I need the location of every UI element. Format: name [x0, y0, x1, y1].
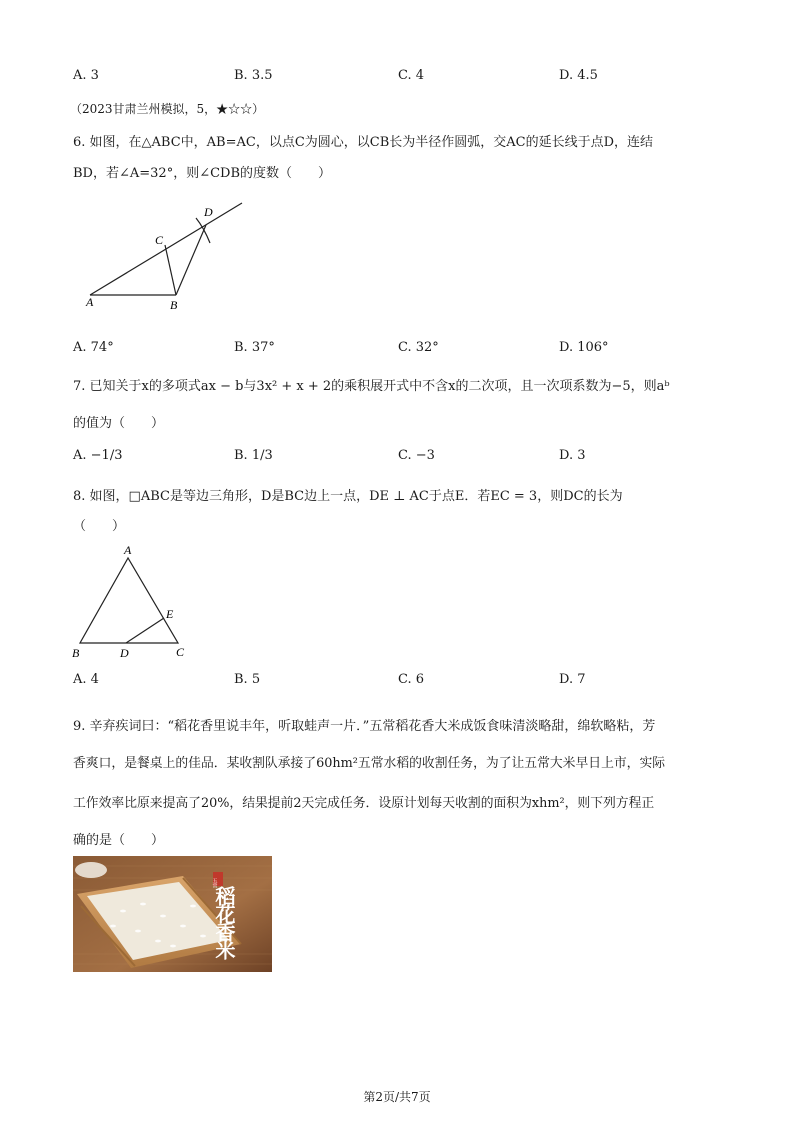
- q7-option-a: A. −1/3: [73, 448, 123, 463]
- q8-option-d: D. 7: [559, 672, 586, 687]
- q9-text-line1: 9. 辛弃疾词曰：“稻花香里说丰年，听取蛙声一片．”五常稻花香大米成饭食味清淡略甜，绵软略粘，芳: [73, 719, 656, 734]
- q6-line-bd: [176, 225, 206, 295]
- q7-text-line2: 的值为（ ）: [73, 416, 165, 431]
- q6-option-d: D. 106°: [559, 340, 609, 355]
- q7-option-b: B. 1/3: [234, 448, 273, 463]
- q8-label-c: C: [176, 645, 185, 659]
- q6-option-c: C. 32°: [398, 340, 439, 355]
- q8-figure: [70, 540, 200, 665]
- q6-label-b: B: [170, 298, 178, 312]
- q6-text-line2: BD，若∠A=32°，则∠CDB的度数（ ）: [73, 166, 332, 181]
- q5-option-a: A. 3: [73, 68, 99, 83]
- q6-label-a: A: [86, 295, 94, 309]
- q9-text-line2: 香爽口，是餐桌上的佳品．某收割队承接了60hm²五常水稻的收割任务，为了让五常大米早日上市，实际: [73, 756, 666, 771]
- q5-source: （2023甘肃兰州模拟，5，★☆☆）: [70, 102, 265, 116]
- q5-option-b: B. 3.5: [234, 68, 273, 83]
- q5-option-c: C. 4: [398, 68, 425, 83]
- q8-triangle-abc: [80, 558, 178, 643]
- page-number: 第2页/共7页: [363, 1090, 431, 1104]
- q8-label-e: E: [166, 607, 174, 621]
- q8-option-c: C. 6: [398, 672, 425, 687]
- q8-label-b: B: [72, 646, 80, 660]
- q8-text-line1: 8. 如图，□ABC是等边三角形，D是BC边上一点，DE ⊥ AC于点E．若EC = 3，则DC的长为: [73, 489, 623, 504]
- calligraphy-title: 稻花香米: [212, 886, 234, 958]
- q8-line-de: [126, 618, 164, 643]
- q8-label-d: D: [120, 646, 129, 660]
- q7-option-d: D. 3: [559, 448, 586, 463]
- q9-text-line4: 确的是（ ）: [73, 833, 165, 848]
- q6-line-cb: [165, 245, 176, 295]
- q8-label-a: A: [124, 543, 132, 557]
- q8-option-b: B. 5: [234, 672, 261, 687]
- q9-text-line3: 工作效率比原来提高了20%，结果提前2天完成任务．设原计划每天收割的面积为xhm²，则下列方程正: [73, 796, 655, 811]
- q6-option-b: B. 37°: [234, 340, 275, 355]
- q5-option-d: D. 4.5: [559, 68, 598, 83]
- q6-label-c: C: [155, 233, 164, 247]
- q6-figure: [80, 198, 250, 313]
- q7-option-c: C. −3: [398, 448, 435, 463]
- rice-photo: [73, 856, 272, 972]
- q6-option-a: A. 74°: [73, 340, 114, 355]
- q8-option-a: A. 4: [73, 672, 99, 687]
- q7-text-line1: 7. 已知关于x的多项式ax − b与3x² + x + 2的乘积展开式中不含x的二次项，且一次项系数为−5，则aᵇ: [73, 379, 670, 394]
- q8-text-line2: （ ）: [73, 519, 126, 534]
- q6-label-d: D: [204, 205, 213, 219]
- q6-text-line1: 6. 如图，在△ABC中，AB=AC，以点C为圆心，以CB长为半径作圆弧，交AC的延长线于点D，连结: [73, 135, 654, 150]
- seal-text: 五常: [211, 878, 217, 888]
